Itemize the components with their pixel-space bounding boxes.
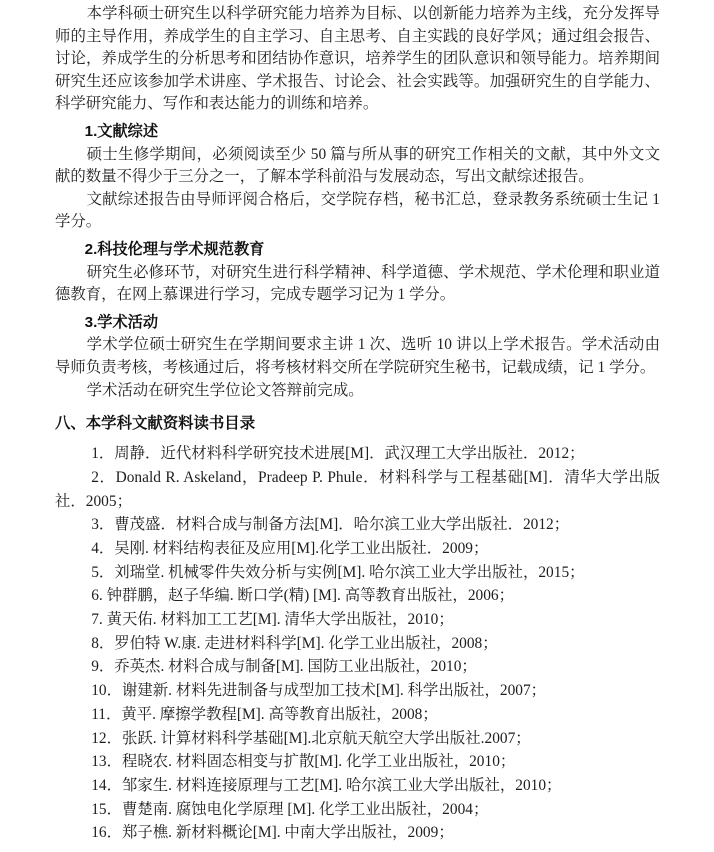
bibliography-item: 3．曹茂盛．材料合成与制备方法[M]．哈尔滨工业大学出版社．2012； [91, 516, 570, 534]
bibliography-item: 2．Donald R. Askeland，Pradeep P. Phule．材料科学与工程基础[M]．清华大学出版社．2005； [55, 468, 660, 510]
bibliography-item: 7. 黄天佑. 材料加工工艺[M]. 清华大学出版社，2010； [91, 611, 454, 629]
bibliography-item: 4．吴刚. 材料结构表征及应用[M].化学工业出版社．2009； [91, 539, 489, 557]
bibliography-item: 6. 钟群鹏，赵子华编. 断口学(精) [M]. 高等教育出版社，2006； [91, 587, 514, 605]
bibliography-item: 10．谢建新. 材料先进制备与成型加工技术[M]. 科学出版社，2007； [91, 682, 547, 700]
section-1-paragraph-1: 硕士生修学期间，必须阅读至少 50 篇与所从事的研究工作相关的文献，其中外文文献的数量不得少于三分之一，了解本学科前沿与发展动态，写出文献综述报告。 [55, 145, 660, 186]
bibliography-item: 5．刘瑞堂. 机械零件失效分析与实例[M]. 哈尔滨工业大学出版社，2015； [91, 563, 585, 581]
bibliography-item: 8．罗伯特 W.康. 走进材料科学[M]. 化学工业出版社，2008； [91, 634, 498, 652]
section-1-paragraph-2: 文献综述报告由导师评阅合格后，交学院存档，秘书汇总，登录教务系统硕士生记 1 学分。 [55, 190, 660, 231]
intro-paragraph: 本学科硕士研究生以科学研究能力培养为目标、以创新能力培养为主线，充分发挥导师的主导作用，养成学生的自主学习、自主思考、自主实践的良好学风；通过组会报告、讨论，养成学生的分析思考和团结协作意识，培养学生的团队意识和领导能力。培养期间研究生还应该参加学术讲座、学术报告、讨论会、社会实践等。加强研究生的自学能力、科学研究能力、写作和表达能力的训练和培养。 [55, 5, 660, 113]
bibliography-item: 12．张跃. 计算材料科学基础[M].北京航天航空大学出版社.2007； [91, 729, 531, 747]
section-1-heading: 1.文献综述 [84, 122, 159, 140]
bibliography-item: 11．黄平. 摩擦学教程[M]. 高等教育出版社，2008； [91, 705, 438, 723]
bibliography-item: 15．曹楚南. 腐蚀电化学原理 [M]. 化学工业出版社，2004； [91, 800, 489, 818]
bibliography-item: 9．乔英杰. 材料合成与制备[M]. 国防工业出版社，2010； [91, 658, 477, 676]
bibliography-item: 16．郑子樵. 新材料概论[M]. 中南大学出版社，2009； [91, 824, 454, 842]
bibliography-item: 13．程晓农. 材料固态相变与扩散[M]. 化学工业出版社，2010； [91, 753, 516, 771]
bibliography-heading: 八、本学科文献资料读书目录 [55, 415, 256, 433]
section-2-paragraph-1: 研究生必修环节，对研究生进行科学精神、科学道德、学术规范、学术伦理和职业道德教育，在网上慕课进行学习，完成专题学习记为 1 学分。 [55, 263, 660, 304]
bibliography-item: 14．邹家生. 材料连接原理与工艺[M]. 哈尔滨工业大学出版社，2010； [91, 776, 562, 794]
bibliography-list [55, 442, 660, 845]
section-3-paragraph-1: 学术学位硕士研究生在学期间要求主讲 1 次、选听 10 讲以上学术报告。学术活动由导师负责考核，考核通过后，将考核材料交所在学院研究生秘书，记载成绩，记 1 学分。 [55, 336, 660, 376]
section-3-heading: 3.学术活动 [84, 313, 159, 331]
section-3-paragraph-2: 学术活动在研究生学位论文答辩前完成。 [86, 381, 364, 399]
section-2-heading: 2.科技伦理与学术规范教育 [84, 240, 265, 258]
bibliography-item: 1．周静．近代材料科学研究技术进展[M]．武汉理工大学出版社．2012； [91, 445, 585, 463]
